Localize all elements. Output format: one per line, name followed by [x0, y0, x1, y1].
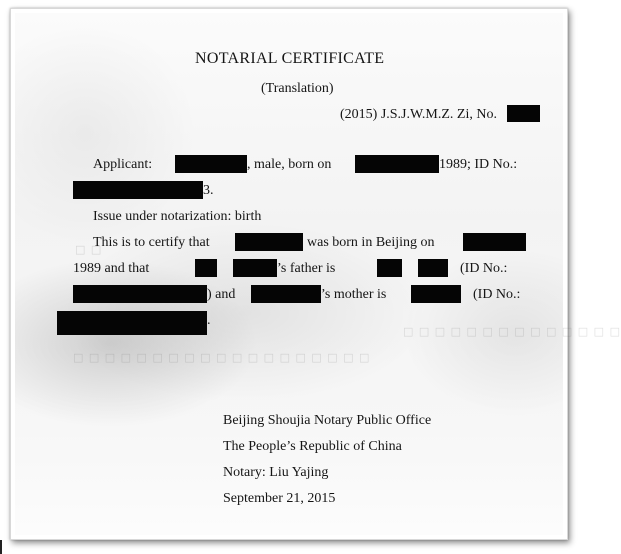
- show-through-text: □ □ □ □ □ □ □ □ □ □ □ □ □ □ □ □ □ □ □: [73, 351, 371, 364]
- and-text: ) and: [207, 287, 236, 302]
- redaction-box: [418, 259, 448, 277]
- birth-year-text: 1989; ID No.:: [439, 157, 518, 172]
- edge-mark: [0, 540, 2, 554]
- redaction-box: [233, 259, 277, 277]
- paper-sheet: [15, 13, 621, 535]
- applicant-details: , male, born on: [247, 157, 332, 172]
- redaction-box: [411, 285, 461, 303]
- redaction-box: [507, 105, 540, 122]
- mother-id-label: (ID No.:: [473, 287, 521, 302]
- certify-text: This is to certify that: [93, 235, 210, 250]
- redaction-box: [57, 311, 207, 335]
- show-through-text: □ □ □ □ □ □ □ □ □ □ □ □ □ □: [403, 325, 621, 338]
- redaction-box: [235, 233, 303, 251]
- notary-name: Notary: Liu Yajing: [223, 465, 329, 480]
- born-text: was born in Beijing on: [307, 235, 435, 250]
- notary-office: Beijing Shoujia Notary Public Office: [223, 413, 432, 428]
- reference-number: (2015) J.S.J.W.M.Z. Zi, No.: [340, 107, 497, 122]
- redaction-box: [73, 285, 207, 303]
- applicant-label: Applicant:: [93, 157, 153, 172]
- certificate-date: September 21, 2015: [223, 491, 336, 506]
- father-id-label: (ID No.:: [460, 261, 508, 276]
- year-text: 1989 and that: [73, 261, 150, 276]
- redaction-box: [463, 233, 526, 251]
- document-title: NOTARIAL CERTIFICATE: [195, 50, 385, 67]
- country-name: The People’s Republic of China: [223, 439, 402, 454]
- id-suffix: 3.: [203, 183, 214, 198]
- closing-text: .: [207, 313, 211, 328]
- mother-text: ’s mother is: [321, 287, 387, 302]
- issue-line: Issue under notarization: birth: [93, 209, 262, 224]
- redaction-box: [251, 285, 321, 303]
- show-through-text: □ □: [75, 243, 103, 256]
- document-subtitle: (Translation): [261, 81, 334, 96]
- redaction-box: [377, 259, 402, 277]
- redaction-box: [355, 155, 439, 173]
- document-frame: [10, 8, 621, 540]
- redaction-box: [175, 155, 247, 173]
- redaction-box: [73, 181, 203, 199]
- father-text: ’s father is: [277, 261, 336, 276]
- redaction-box: [195, 259, 217, 277]
